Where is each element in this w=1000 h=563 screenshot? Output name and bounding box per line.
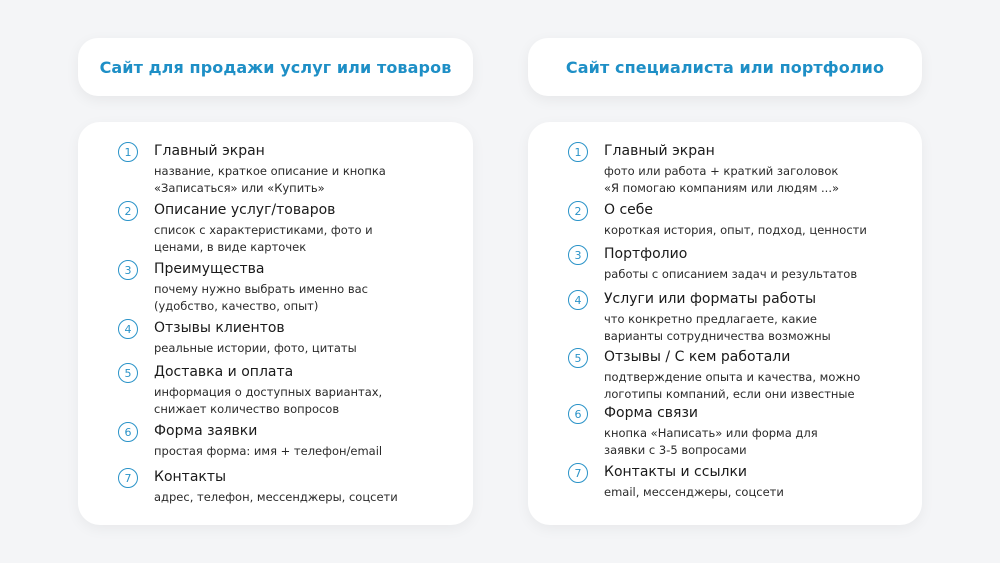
item-description: фото или работа + краткий заголовок «Я помогаю компаниям или людям ...» (604, 164, 840, 195)
item-description: работы с описанием задач и результатов (604, 267, 858, 281)
item-title: Доставка и оплата (154, 364, 294, 380)
item-title: Преимущества (154, 261, 265, 277)
item-description: почему нужно выбрать именно вас (удобство, качество, опыт) (154, 282, 368, 313)
item-description: список с характеристиками, фото и ценами, в виде карточек (154, 223, 373, 254)
item-number-badge: 5 (118, 363, 138, 383)
item-description: адрес, телефон, мессенджеры, соцсети (154, 490, 398, 504)
item-description: подтверждение опыта и качества, можно логотипы компаний, если они известные (604, 370, 861, 401)
item-number-badge: 5 (568, 348, 588, 368)
item-description: короткая история, опыт, подход, ценности (604, 223, 867, 237)
item-title: Главный экран (154, 143, 265, 159)
item-title: О себе (604, 202, 654, 218)
item-description: email, мессенджеры, соцсети (604, 485, 784, 499)
item-number-badge: 4 (568, 290, 588, 310)
item-title: Контакты (154, 469, 227, 485)
item-number-badge: 7 (118, 468, 138, 488)
item-description: название, краткое описание и кнопка «Записаться» или «Купить» (154, 164, 386, 195)
item-description: реальные истории, фото, цитаты (154, 341, 357, 355)
item-number-badge: 4 (118, 319, 138, 339)
item-number-badge: 3 (568, 245, 588, 265)
item-number-badge: 2 (118, 201, 138, 221)
item-number-badge: 1 (568, 142, 588, 162)
item-title: Описание услуг/товаров (154, 202, 336, 218)
item-title: Главный экран (604, 143, 715, 159)
item-title: Отзывы клиентов (154, 320, 285, 336)
item-title: Отзывы / С кем работали (604, 349, 791, 365)
item-number-badge: 2 (568, 201, 588, 221)
item-title: Услуги или форматы работы (604, 291, 817, 307)
item-title: Форма связи (604, 405, 699, 421)
item-description: кнопка «Написать» или форма для заявки с 3-5 вопросами (604, 426, 818, 457)
right-section-list (528, 122, 922, 525)
item-number-badge: 6 (568, 404, 588, 424)
item-description: простая форма: имя + телефон/email (154, 444, 383, 458)
item-description: что конкретно предлагаете, какие варианты сотрудничества возможны (604, 312, 831, 343)
item-description: информация о доступных вариантах, снижает количество вопросов (154, 385, 383, 416)
left-section-list (78, 122, 473, 525)
item-number-badge: 7 (568, 463, 588, 483)
left-column-title: Сайт для продажи услуг или товаров (78, 38, 473, 96)
item-title: Форма заявки (154, 423, 258, 439)
right-column-title: Сайт специалиста или портфолио (528, 38, 922, 96)
item-number-badge: 6 (118, 422, 138, 442)
item-title: Контакты и ссылки (604, 464, 748, 480)
item-number-badge: 3 (118, 260, 138, 280)
item-number-badge: 1 (118, 142, 138, 162)
item-title: Портфолио (604, 246, 688, 262)
